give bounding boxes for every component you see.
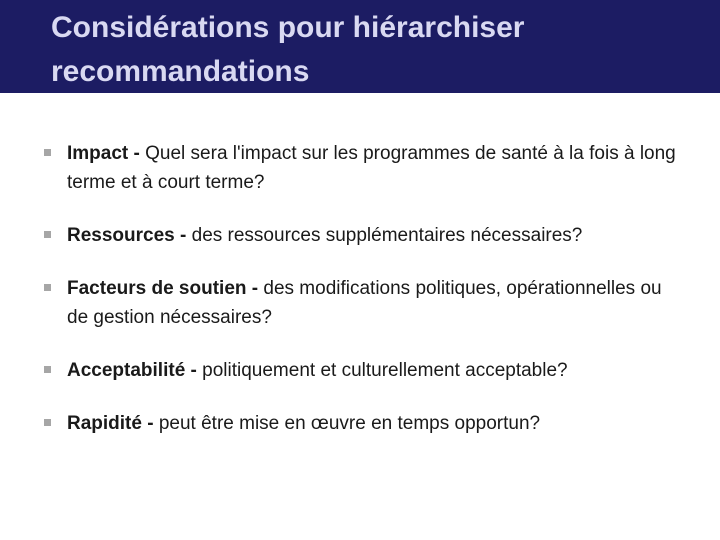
bullet-text: Quel sera l'impact sur les programmes de santé à la fois à long terme et à court terme? <box>67 143 676 193</box>
bullet-list <box>44 139 684 438</box>
bullet-term: Impact - <box>67 143 140 164</box>
bullet-term: Ressources - <box>67 225 187 246</box>
bullet-term: Rapidité - <box>67 413 154 434</box>
bullet-item-ressources <box>44 221 684 250</box>
slide-title: Considérations pour hiérarchiser recommandations <box>51 11 525 88</box>
bullet-item-acceptabilite <box>44 356 684 385</box>
bullet-term: Facteurs de soutien - <box>67 278 259 299</box>
bullet-term: Acceptabilité - <box>67 360 197 381</box>
square-bullet-icon <box>44 231 51 238</box>
square-bullet-icon <box>44 419 51 426</box>
bullet-item-impact <box>44 139 684 197</box>
bullet-text: politiquement et culturellement acceptable? <box>196 360 568 381</box>
bullet-text: des modifications politiques, opérationnelles ou de gestion nécessaires? <box>67 278 662 328</box>
title-bar <box>0 0 720 93</box>
square-bullet-icon <box>44 284 51 291</box>
bullet-item-facteurs <box>44 274 684 332</box>
square-bullet-icon <box>44 149 51 156</box>
bullet-item-rapidite <box>44 409 684 438</box>
bullet-text: des ressources supplémentaires nécessaires? <box>186 225 583 246</box>
square-bullet-icon <box>44 366 51 373</box>
bullet-text: peut être mise en œuvre en temps opportun? <box>153 413 541 434</box>
